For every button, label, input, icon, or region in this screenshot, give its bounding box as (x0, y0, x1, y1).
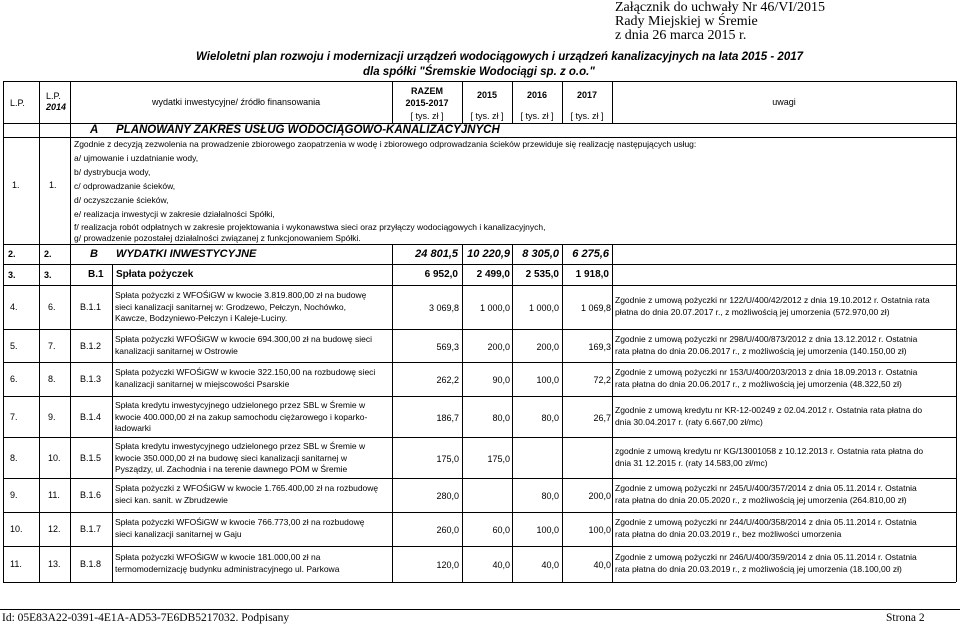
row-lp: 10. (10, 524, 23, 534)
section-b-lp-2014: 2. (44, 249, 52, 259)
row-description-line: Pysządzy, ul. Zachodnia i na terenie dawnego POM w Śremie (115, 464, 348, 474)
row-description-line: sieci kanalizacji sanitarnej w: Grodzewo, Pełczyn, Nochówko, (115, 301, 347, 312)
section-b-razem: 24 801,5 (415, 248, 458, 260)
row-description-line: Spłata pożyczki WFOŚiGW w kwocie 766.773,00 zł na rozbudowę (115, 517, 365, 527)
row-lp: 8. (10, 453, 18, 463)
section-a-lp-2014: 1. (49, 180, 57, 190)
section-b1-lp: 3. (8, 270, 16, 280)
row-description-line: sieci kanalizacji sanitarnej w Gaju (115, 528, 242, 539)
row-razem: 280,0 (436, 491, 459, 501)
section-b1-2015: 2 499,0 (476, 269, 510, 280)
row-description-line: Kawcze, Bodzyniewo-Pełczyn i Kaleje-Luciny. (115, 313, 288, 323)
row-2016: 80,0 (541, 491, 559, 501)
service-item: g/ prowadzenie pozostałej działalności związanej z funkcjonowaniem Spółki. (74, 233, 361, 243)
row-lp: 4. (10, 302, 18, 312)
row-2015: 1 000,0 (479, 303, 510, 313)
row-description-line: ładowarki (115, 423, 151, 433)
row-remarks-line: Zgodnie z umową pożyczki nr 244/U/400/358/2014 z dnia 05.11.2014 r. Ostatnia (615, 517, 917, 527)
row-2016: 200,0 (536, 342, 559, 352)
header-lp-2014-year: 2014 (46, 102, 67, 112)
section-b1-code: B.1 (88, 269, 104, 280)
section-b1-razem: 6 952,0 (424, 269, 458, 280)
service-item: e/ realizacja inwestycji w zakresie działalności Spółki, (74, 209, 275, 219)
row-lp-2014: 6. (48, 302, 56, 312)
section-b-letter: B (90, 248, 98, 260)
row-2016: 40,0 (541, 560, 559, 570)
service-item: b/ dystrybucja wody, (74, 167, 151, 177)
row-razem: 260,0 (436, 525, 459, 535)
row-remarks-line: Zgodnie z umową pożyczki nr 122/U/400/42/2012 z dnia 19.10.2012 r. Ostatnia rata (615, 295, 930, 305)
unit-2015: [ tys. zł ] (470, 111, 504, 121)
row-remarks-line: rata płatna do dnia 20.06.2017 r., z możliwością jej umorzenia (140.150,00 zł) (615, 345, 907, 356)
row-lp-2014: 12. (48, 524, 61, 534)
row-2016: 80,0 (541, 413, 559, 423)
section-a-title: PLANOWANY ZAKRES USŁUG WODOCIĄGOWO-KANALIZACYJNYCH (116, 124, 500, 136)
row-razem: 569,3 (436, 342, 459, 352)
row-lp-2014: 10. (48, 453, 61, 463)
section-a-letter: A (90, 124, 99, 136)
document-subtitle: dla spółki "Śremskie Wodociągi sp. z o.o." (363, 66, 595, 78)
row-2015: 200,0 (487, 342, 510, 352)
header-uwagi: uwagi (772, 97, 796, 107)
footer-divider (0, 609, 960, 610)
section-b-2015: 10 220,9 (467, 248, 510, 260)
row-lp: 7. (10, 412, 18, 422)
section-b-2016: 8 305,0 (522, 248, 559, 260)
footer-page: Strona 2 (886, 612, 925, 624)
header-lp-2014: L.P. (46, 91, 61, 101)
row-lp: 11. (10, 559, 22, 569)
row-remarks-line: dnia 30.04.2017 r. (raty 6.667,00 zł/mc) (615, 416, 763, 427)
unit-2017: [ tys. zł ] (570, 111, 604, 121)
row-razem: 186,7 (436, 413, 459, 423)
service-item: c/ odprowadzanie ścieków, (74, 181, 176, 191)
header-lp: L.P. (10, 98, 25, 108)
header-2017: 2017 (576, 90, 598, 100)
row-2017: 26,7 (593, 413, 611, 423)
row-2017: 1 069,8 (580, 303, 611, 313)
row-description-line: kanalizacji sanitarnej w miejscowości Psarskie (115, 378, 290, 389)
row-2015: 175,0 (487, 454, 510, 464)
row-remarks-line: rata płatna do dnia 20.03.2019 r., z możliwością jej umorzenia (18.100,00 zł) (615, 563, 902, 574)
row-lp-2014: 9. (48, 412, 56, 422)
row-remarks-line: zgodnie z umową kredytu nr KG/13001058 z 10.12.2013 r. Ostatnia rata płatna do (615, 446, 924, 456)
row-2015: 80,0 (492, 413, 510, 423)
row-2017: 169,3 (588, 342, 611, 352)
row-razem: 120,0 (436, 560, 459, 570)
service-item: a/ ujmowanie i uzdatnianie wody, (74, 153, 199, 163)
service-item: d/ oczyszczanie ścieków, (74, 195, 169, 205)
row-description-line: Spłata pożyczki z WFOŚiGW w kwocie 1.765.400,00 zł na rozbudowę (115, 483, 379, 493)
row-description-line: termomodernizację budynku administracyjnego ul. Parkowa (115, 563, 340, 574)
row-lp: 5. (10, 341, 18, 351)
row-description-line: Spłata pożyczki WFOŚiGW w kwocie 694.300,00 zł na budowę sieci (115, 334, 373, 344)
row-lp-2014: 11. (48, 490, 60, 500)
row-description-line: sieci kan. sanit. w Zbrudzewie (115, 494, 228, 505)
row-description-line: kwocie 350.000,00 zł na budowę sieci kanalizacji sanitarnej w (115, 452, 347, 463)
row-code: B.1.7 (80, 524, 102, 534)
row-description-line: Spłata kredytu inwestycyjnego udzielonego przez SBL w Śremie w (115, 400, 366, 410)
row-2015: 40,0 (492, 560, 510, 570)
row-code: B.1.1 (80, 302, 102, 312)
row-2016: 100,0 (536, 375, 559, 385)
row-remarks-line: Zgodnie z umową pożyczki nr 245/U/400/357/2014 z dnia 05.11.2014 r. Ostatnia (615, 483, 917, 493)
section-b1-lp-2014: 3. (44, 270, 52, 280)
section-b1-2017: 1 918,0 (575, 269, 609, 280)
row-remarks-line: płatna do dnia 20.07.2017 r., z możliwością jej umorzenia (572.970,00 zł) (615, 306, 890, 317)
row-description-line: Spłata pożyczki WFOŚiGW w kwocie 181.000,00 zł na (115, 552, 321, 562)
row-2017: 200,0 (588, 491, 611, 501)
row-2016: 1 000,0 (528, 303, 559, 313)
row-razem: 262,2 (436, 375, 459, 385)
row-description-line: Spłata pożyczki WFOŚiGW w kwocie 322.150,00 na rozbudowę sieci (115, 367, 376, 377)
footer-id: Id: 05E83A22-0391-4E1A-AD53-7E6DB5217032. Podpisany (2, 612, 290, 624)
row-code: B.1.3 (80, 374, 102, 384)
section-b-lp: 2. (8, 249, 16, 259)
row-remarks-line: rata płatna do dnia 20.03.2019 r., bez możliwości umorzenia (615, 528, 842, 539)
row-code: B.1.6 (80, 490, 102, 500)
row-lp: 6. (10, 374, 18, 384)
row-code: B.1.8 (80, 559, 102, 569)
row-remarks-line: rata płatna do dnia 20.05.2020 r., z możliwością jej umorzenia (264.810,00 zł) (615, 494, 907, 505)
row-code: B.1.4 (80, 412, 102, 422)
row-code: B.1.2 (80, 341, 102, 351)
section-b-2017: 6 275,6 (572, 248, 609, 260)
section-a-intro: Zgodnie z decyzją zezwolenia na prowadzenie zbiorowego zaopatrzenia w wodę i zbiorowego odprowadzania ścieków przewiduje się realizację następujących usług: (74, 139, 697, 149)
unit-razem: [ tys. zł ] (410, 111, 444, 121)
service-item: f/ realizacja robót odpłatnych w zakresie projektowania i wykonawstwa sieci oraz przyłączy wodociągowych i kanalizacyjnych, (74, 222, 546, 232)
section-a-lp: 1. (12, 180, 20, 190)
row-description-line: Spłata kredytu inwestycyjnego udzielonego przez SBL w Śremie w (115, 441, 366, 451)
section-b-title: WYDATKI INWESTYCYJNE (116, 248, 257, 260)
section-b1-title: Spłata pożyczek (116, 269, 194, 280)
row-lp-2014: 7. (48, 341, 56, 351)
row-2015: 60,0 (492, 525, 510, 535)
row-2017: 40,0 (593, 560, 611, 570)
row-remarks-line: dnia 31 12.2015 r. (raty 14.583,00 zł/mc) (615, 457, 768, 468)
row-description-line: Spłata pożyczki z WFOŚiGW w kwocie 3.819.800,00 zł na budowę (115, 290, 367, 300)
row-2016: 100,0 (536, 525, 559, 535)
row-2015: 90,0 (492, 375, 510, 385)
header-description: wydatki inwestycyjne/ źródło finansowania (152, 97, 321, 107)
row-description-line: kwocie 400.000,00 zł na zakup samochodu ciężarowego i koparko- (115, 411, 368, 422)
row-remarks-line: rata płatna do dnia 20.06.2017 r., z możliwością jej umorzenia (48.322,50 zł) (615, 378, 902, 389)
unit-2016: [ tys. zł ] (520, 111, 554, 121)
annex-line-3: z dnia 26 marca 2015 r. (615, 28, 747, 43)
row-remarks-line: Zgodnie z umową pożyczki nr 298/U/400/873/2012 z dnia 13.12.2012 r. Ostatnia (615, 334, 918, 344)
row-remarks-line: Zgodnie z umową pożyczki nr 153/U/400/203/2013 z dnia 18.09.2013 r. Ostatnia (615, 367, 918, 377)
row-remarks-line: Zgodnie z umową kredytu nr KR-12-00249 z 02.04.2012 r. Ostatnia rata płatna do (615, 405, 923, 415)
row-2017: 72,2 (593, 375, 611, 385)
row-code: B.1.5 (80, 453, 102, 463)
row-lp-2014: 13. (48, 559, 61, 569)
row-razem: 3 069,8 (428, 303, 459, 313)
row-remarks-line: Zgodnie z umową pożyczki nr 246/U/400/359/2014 z dnia 05.11.2014 r. Ostatnia (615, 552, 917, 562)
row-2017: 100,0 (588, 525, 611, 535)
header-razem-range: 2015-2017 (405, 98, 449, 108)
section-b1-2016: 2 535,0 (525, 269, 559, 280)
row-lp: 9. (10, 490, 18, 500)
row-razem: 175,0 (436, 454, 459, 464)
row-lp-2014: 8. (48, 374, 56, 384)
header-razem: RAZEM (411, 86, 443, 96)
header-2015: 2015 (476, 90, 498, 100)
annex-line-2: Rady Miejskiej w Śremie (615, 14, 758, 29)
header-2016: 2016 (526, 90, 548, 100)
document-title: Wieloletni plan rozwoju i modernizacji urządzeń wodociągowych i urządzeń kanalizacyjnych na lata 2015 - 2017 (196, 51, 804, 63)
annex-line-1: Załącznik do uchwały Nr 46/VI/2015 (615, 0, 825, 15)
row-description-line: kanalizacji sanitarnej w Ostrowie (115, 345, 238, 356)
